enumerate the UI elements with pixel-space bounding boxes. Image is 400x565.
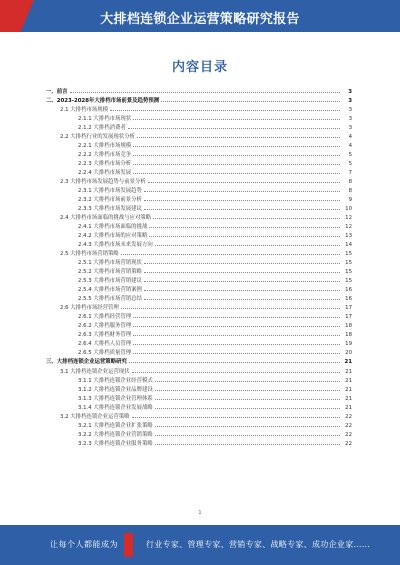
toc-entry-page: 9 (348, 197, 352, 204)
toc-dot-leader (148, 182, 340, 183)
toc-entry[interactable] (46, 86, 352, 95)
toc-entry-page: 21 (344, 359, 352, 366)
toc-entry-title: 2.1 大排档市场规模 (60, 107, 109, 114)
toc-dot-leader (144, 263, 340, 264)
toc-entry[interactable] (46, 113, 352, 122)
toc-entry[interactable] (46, 275, 352, 284)
toc-entry-page: 3 (348, 89, 352, 96)
toc-dot-leader (133, 317, 340, 318)
toc-entry[interactable] (46, 230, 352, 239)
toc-entry-title: 2.3.2 大排档市场前景分析 (78, 197, 142, 204)
toc-entry-page: 18 (345, 332, 352, 339)
toc-entry[interactable] (46, 104, 352, 113)
toc-entry[interactable] (46, 365, 352, 374)
toc-entry[interactable] (46, 212, 352, 221)
toc-entry[interactable] (46, 438, 352, 447)
toc-entry-page: 3 (348, 116, 352, 123)
toc-entry-title: 2.3.3 大排档市场发展建议 (78, 206, 142, 213)
toc-dot-leader (144, 299, 340, 300)
toc-entry[interactable] (46, 347, 352, 356)
toc-entry-title: 2.2.3 大排档市场分析 (78, 161, 132, 168)
toc-entry-page: 7 (348, 170, 352, 177)
toc-dot-leader (132, 372, 340, 373)
toc-entry[interactable] (46, 311, 352, 320)
toc-entry-page: 18 (345, 323, 352, 330)
toc-entry-title: 2.6.4 大排档人员管理 (78, 341, 132, 348)
toc-entry-title: 2.6.5 大排档质量管理 (78, 350, 132, 357)
toc-dot-leader (144, 272, 340, 273)
toc-dot-leader (144, 290, 340, 291)
toc-entry[interactable] (46, 420, 352, 429)
toc-entry-title: 3.2.1 大排档连锁企业扩张策略 (78, 422, 153, 429)
toc-dot-leader (155, 426, 340, 427)
toc-entry[interactable] (46, 302, 352, 311)
toc-entry-page: 12 (345, 224, 352, 231)
toc-dot-leader (133, 119, 340, 120)
toc-entry-title: 2.5 大排档市场营销策略 (60, 251, 119, 258)
toc-dot-leader (144, 200, 340, 201)
report-title: 大排档连锁企业运营策略研究报告 (100, 12, 300, 27)
toc-entry-title: 3.1.3 大排档连锁企业管理体系 (78, 395, 153, 402)
toc-entry-title: 2.6 大排档市场经营管理 (60, 305, 119, 312)
toc-entry[interactable] (46, 375, 352, 384)
toc-entry-page: 13 (345, 233, 352, 240)
toc-dot-leader (155, 408, 340, 409)
toc-entry[interactable] (46, 257, 352, 266)
toc-entry-title: 2.3 大排档市场发展趋势与前景分析 (60, 179, 146, 186)
toc-entry[interactable] (46, 293, 352, 302)
toc-entry-title: 2.4 大排档市场面临的挑战与应对策略 (60, 215, 152, 222)
toc-entry-title: 2.6.3 大排档财务管理 (78, 332, 132, 339)
toc-entry[interactable] (46, 194, 352, 203)
toc-entry-page: 3 (348, 125, 352, 132)
toc-entry-title: 2.1.2 大排档消费者 (78, 125, 126, 132)
toc-entry-title: 2.6.2 大排档服务管理 (78, 323, 132, 330)
toc-entry-page: 22 (345, 422, 352, 429)
toc-entry-page: 15 (345, 269, 352, 276)
toc-entry[interactable] (46, 167, 352, 176)
toc-entry-page: 5 (348, 161, 352, 168)
toc-entry-title: 2.5.4 大排档市场营销案例 (78, 287, 142, 294)
toc-entry-page: 21 (345, 368, 352, 375)
toc-entry-page: 20 (345, 350, 352, 357)
toc-entry-page: 5 (348, 152, 352, 159)
toc-dot-leader (70, 92, 340, 93)
toc-entry-page: 19 (345, 341, 352, 348)
toc-entry-title: 2.5.1 大排档市场营销现状 (78, 260, 142, 267)
toc-entry[interactable] (46, 203, 352, 212)
toc-dot-leader (155, 390, 340, 391)
toc-dot-leader (133, 164, 340, 165)
toc-entry-title: 2.5.5 大排档市场营销总结 (78, 296, 142, 303)
toc-dot-leader (144, 209, 340, 210)
toc-entry-title: 3.2.3 大排档连锁企业服务策略 (78, 440, 153, 447)
toc-dot-leader (161, 101, 340, 102)
toc-entry-title: 2.5.3 大排档市场营销建议 (78, 278, 142, 285)
toc-dot-leader (133, 353, 340, 354)
toc-entry-page: 8 (348, 179, 352, 186)
page-footer (0, 525, 400, 565)
toc-entry-page: 17 (345, 305, 352, 312)
toc-entry-title: 3.1.2 大排档连锁企业品牌建设 (78, 386, 153, 393)
toc-entry-title: 3.1.1 大排档连锁企业经营模式 (78, 377, 153, 384)
toc-dot-leader (133, 326, 340, 327)
toc-entry-page: 21 (345, 377, 352, 384)
toc-dot-leader (133, 146, 340, 147)
toc-entry-page: 4 (348, 134, 352, 141)
toc-entry-page: 15 (345, 251, 352, 258)
toc-dot-leader (133, 335, 340, 336)
toc-entry-title: 2.1.1 大排档市场现状 (78, 116, 132, 123)
toc-dot-leader (133, 173, 340, 174)
toc-entry-title: 2.2.1 大排档市场规模 (78, 143, 132, 150)
toc-entry-page: 16 (345, 296, 352, 303)
toc-entry-title: 2.6.1 大排档经营管理 (78, 314, 132, 321)
toc-dot-leader (155, 399, 340, 400)
toc-entry[interactable] (46, 158, 352, 167)
toc-dot-leader (153, 218, 340, 219)
toc-entry[interactable] (46, 248, 352, 257)
toc-entry[interactable] (46, 402, 352, 411)
toc-entry-page: 21 (345, 386, 352, 393)
toc-dot-leader (144, 191, 340, 192)
toc-entry[interactable] (46, 356, 352, 365)
toc-entry[interactable] (46, 266, 352, 275)
toc-entry[interactable] (46, 393, 352, 402)
footer-red-tag (124, 533, 133, 557)
toc-entry-title: 3.1 大排档连锁企业运营现状 (60, 368, 130, 375)
footer-slogan-right: 行业专家、管理专家、营销专家、战略专家、成功企业家…… (146, 540, 371, 549)
toc-entry[interactable] (46, 239, 352, 248)
toc-dot-leader (155, 435, 340, 436)
toc-dot-leader (149, 227, 340, 228)
footer-slogan-left: 让每个人都能成为 (50, 540, 118, 549)
toc-entry-title: 2.2.4 大排档市场发展 (78, 170, 132, 177)
toc-entry-title: 2.4.3 大排档市场未来发展方向 (78, 242, 153, 249)
toc-entry-page: 21 (345, 395, 352, 402)
toc-entry-title: 3.1.4 大排档连锁企业发展战略 (78, 404, 153, 411)
toc-entry-title: 2.2.2 大排档市场竞争 (78, 152, 132, 159)
toc-entry[interactable] (46, 149, 352, 158)
toc-entry-page: 15 (345, 278, 352, 285)
table-of-contents (46, 86, 352, 447)
toc-dot-leader (110, 110, 340, 111)
toc-entry-page: 17 (345, 314, 352, 321)
toc-entry[interactable] (46, 329, 352, 338)
toc-dot-leader (133, 344, 340, 345)
toc-dot-leader (149, 236, 340, 237)
toc-title: 内容目录 (171, 60, 228, 75)
toc-entry-title: 3.2 大排档连锁企业运营策略 (60, 413, 130, 420)
toc-dot-leader (129, 362, 340, 363)
toc-entry-title: 一、前言 (46, 89, 68, 96)
toc-entry[interactable] (46, 176, 352, 185)
toc-entry-page: 21 (345, 404, 352, 411)
toc-dot-leader (128, 128, 340, 129)
toc-entry-title: 2.3.1 大排档市场发展趋势 (78, 188, 142, 195)
toc-entry-page: 15 (345, 260, 352, 267)
page-number: 1 (198, 510, 202, 516)
toc-entry-page: 22 (345, 413, 352, 420)
toc-entry-page: 8 (348, 188, 352, 195)
toc-entry-page: 4 (348, 143, 352, 150)
toc-entry[interactable] (46, 131, 352, 140)
toc-entry[interactable] (46, 284, 352, 293)
toc-entry-page: 3 (348, 107, 352, 114)
toc-entry-page: 16 (345, 287, 352, 294)
toc-entry-page: 10 (345, 206, 352, 213)
toc-entry[interactable] (46, 384, 352, 393)
toc-entry[interactable] (46, 411, 352, 420)
toc-entry-page: 22 (345, 431, 352, 438)
toc-entry[interactable] (46, 429, 352, 438)
toc-entry[interactable] (46, 221, 352, 230)
toc-entry-title: 2.4.1 大排档市场面临的挑战 (78, 224, 148, 231)
toc-entry[interactable] (46, 185, 352, 194)
toc-dot-leader (144, 281, 340, 282)
toc-dot-leader (133, 155, 340, 156)
toc-entry-page: 22 (345, 440, 352, 447)
toc-entry[interactable] (46, 122, 352, 131)
toc-dot-leader (155, 381, 340, 382)
toc-dot-leader (121, 254, 340, 255)
toc-entry-title: 二、2023-2028年大排档市场前景及趋势预测 (46, 98, 160, 105)
toc-entry[interactable] (46, 320, 352, 329)
toc-entry-title: 3.2.2 大排档连锁企业营销策略 (78, 431, 153, 438)
toc-entry[interactable] (46, 140, 352, 149)
toc-dot-leader (121, 308, 340, 309)
toc-entry-title: 三、大排档连锁企业运营策略研究 (46, 359, 127, 366)
toc-entry-page: 12 (345, 215, 352, 222)
toc-entry-page: 14 (345, 242, 352, 249)
page-header (0, 0, 400, 32)
toc-entry-title: 2.5.2 大排档市场营销策略 (78, 269, 142, 276)
toc-entry[interactable] (46, 338, 352, 347)
toc-entry-title: 2.4.2 大排档市场的应对策略 (78, 233, 148, 240)
toc-entry-page: 3 (348, 98, 352, 105)
toc-entry-title: 2.2 大排档行业的发展现状分析 (60, 134, 135, 141)
toc-dot-leader (132, 417, 340, 418)
toc-dot-leader (137, 137, 340, 138)
toc-entry[interactable] (46, 95, 352, 104)
toc-dot-leader (155, 444, 340, 445)
toc-dot-leader (155, 245, 340, 246)
